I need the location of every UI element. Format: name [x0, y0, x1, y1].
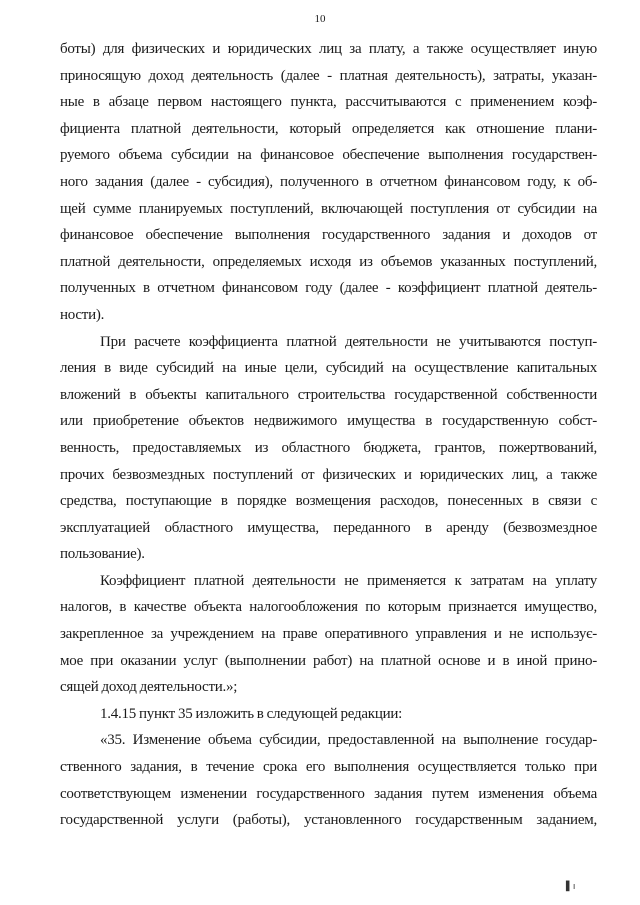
text-line: эксплуатацией областного имущества, переданного в аренду (безвозмездное [60, 519, 597, 536]
text-line: налогов, в качестве объекта налогообложения по которым признается имущество, [60, 599, 597, 616]
text-line: соответствующем изменении государственного задания путем изменения объема [60, 785, 597, 802]
scan-artifact-mark: ▌ı [566, 882, 576, 892]
text-line: полученных в отчетном финансовом году (далее - коэффициент платной деятель- [60, 280, 597, 297]
text-line: «35. Изменение объема субсидии, предоставленной на выполнение государ- [100, 732, 597, 749]
text-line: приносящую доход деятельность (далее - платная деятельность), затраты, указан- [60, 67, 597, 84]
text-line: ности). [60, 306, 105, 323]
text-line: прочих безвозмездных поступлений от физических и юридических лиц, а также [60, 466, 597, 483]
text-line: ного задания (далее - субсидия), полученного в отчетном финансовом году, к об- [60, 173, 597, 190]
text-line: ления в виде субсидий на иные цели, субсидий на осуществление капитальных [60, 360, 597, 377]
text-line: венность, предоставляемых из областного бюджета, грантов, пожертвований, [60, 439, 597, 456]
text-line: щей сумме планируемых поступлений, включающей поступления от субсидии на [60, 200, 597, 217]
text-line: фициента платной деятельности, который определяется как отношение плани- [60, 120, 597, 137]
text-line: руемого объема субсидии на финансовое обеспечение выполнения государствен- [60, 147, 597, 164]
body-text [60, 36, 597, 834]
text-line: средства, поступающие в порядке возмещения расходов, понесенных в связи с [60, 493, 597, 510]
text-line: пользование). [60, 546, 145, 563]
text-line: 1.4.15 пункт 35 изложить в следующей редакции: [100, 705, 403, 722]
text-line: государственной услуги (работы), установленного государственным заданием, [60, 812, 597, 829]
text-line: ственного задания, в течение срока его выполнения осуществляется только при [60, 759, 597, 776]
text-line: сящей доход деятельности.»; [60, 679, 238, 696]
text-line: ные в абзаце первом настоящего пункта, рассчитываются с применением коэф- [60, 94, 597, 111]
text-line: мое при оказании услуг (выполнении работ) на платной основе и в иной прино- [60, 652, 597, 669]
text-line: При расчете коэффициента платной деятельности не учитываются поступ- [100, 333, 597, 350]
text-line: или приобретение объектов недвижимого имущества в государственную собст- [60, 413, 597, 430]
text-line: вложений в объекты капитального строительства государственной собственности [60, 386, 597, 403]
text-line: финансовое обеспечение выполнения государственного задания и доходов от [60, 227, 597, 244]
text-line: закрепленное за учреждением на праве оперативного управления и не использує- [60, 626, 597, 643]
text-line: Коэффициент платной деятельности не применяется к затратам на уплату [100, 572, 597, 589]
page-number: 10 [314, 13, 326, 25]
text-line: боты) для физических и юридических лиц за плату, а также осуществляет иную [60, 41, 597, 57]
text-line: платной деятельности, определяемых исходя из объемов указанных поступлений, [60, 253, 597, 270]
